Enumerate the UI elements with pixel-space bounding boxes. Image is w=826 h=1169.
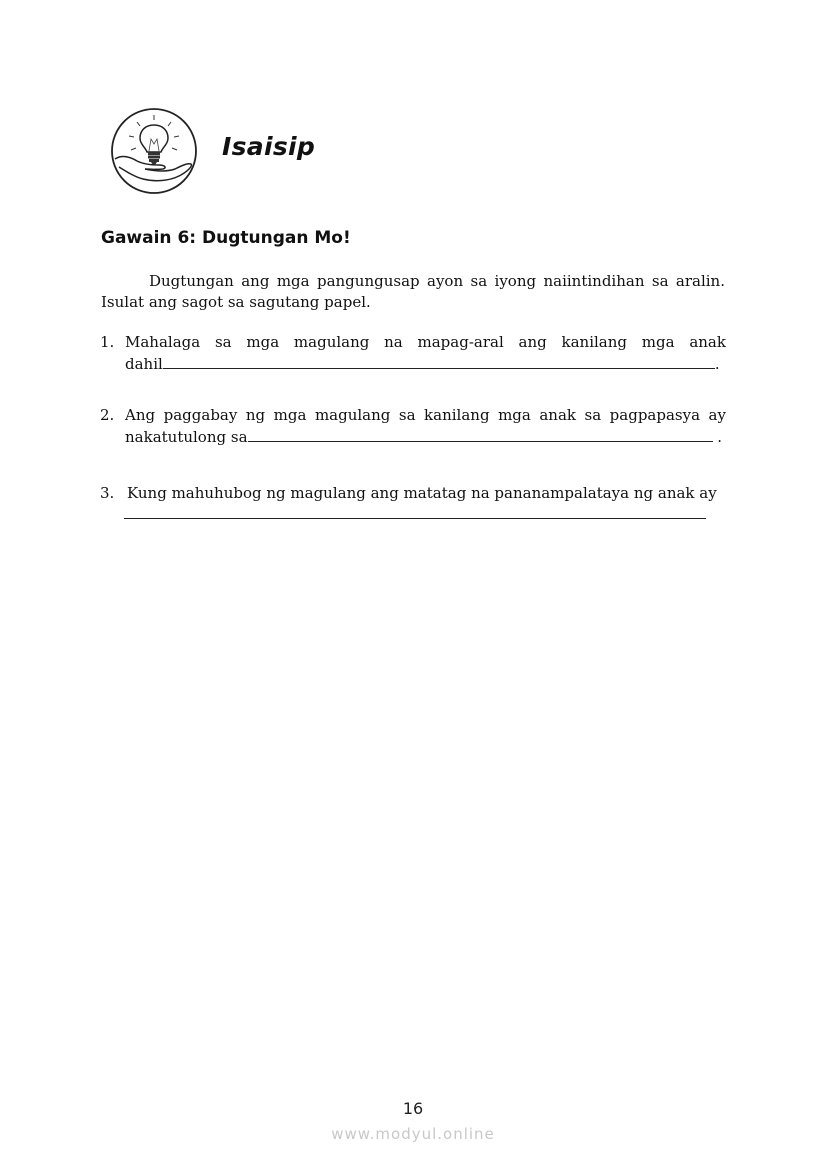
question-end-punct: . <box>714 355 720 373</box>
answer-blank[interactable] <box>163 353 715 369</box>
question-text-continued: nakatutulong sa <box>125 428 248 446</box>
lightbulb-in-hand-icon <box>111 106 201 196</box>
answer-blank[interactable] <box>248 426 713 442</box>
instructions <box>101 271 725 313</box>
question-item-1 <box>100 332 726 375</box>
question-item-3 <box>100 483 726 504</box>
section-title: Isaisip <box>222 132 316 161</box>
question-text: Mahalaga sa mga magulang na mapag-aral ang kanilang mga anak <box>125 333 726 351</box>
answer-blank[interactable] <box>124 518 706 519</box>
question-text: Ang paggabay ng mga magulang sa kanilang mga anak sa pagpapasya ay <box>125 406 726 424</box>
question-number: 1. <box>100 333 115 351</box>
question-number: 3. <box>100 484 115 502</box>
question-text-continued: dahil <box>125 355 163 373</box>
question-number: 2. <box>100 406 115 424</box>
watermark: www.modyul.online <box>331 1125 495 1143</box>
instructions-text: Dugtungan ang mga pangungusap ayon sa iyong naiintindihan sa aralin. Isulat ang sagot sa sagutang papel. <box>101 272 725 311</box>
question-end-punct: . <box>712 428 723 446</box>
question-text: Kung mahuhubog ng magulang ang matatag na pananampalataya ng anak ay <box>127 484 717 502</box>
question-item-2 <box>100 405 726 448</box>
page-number: 16 <box>402 1099 424 1118</box>
activity-title: Gawain 6: Dugtungan Mo! <box>101 228 351 248</box>
